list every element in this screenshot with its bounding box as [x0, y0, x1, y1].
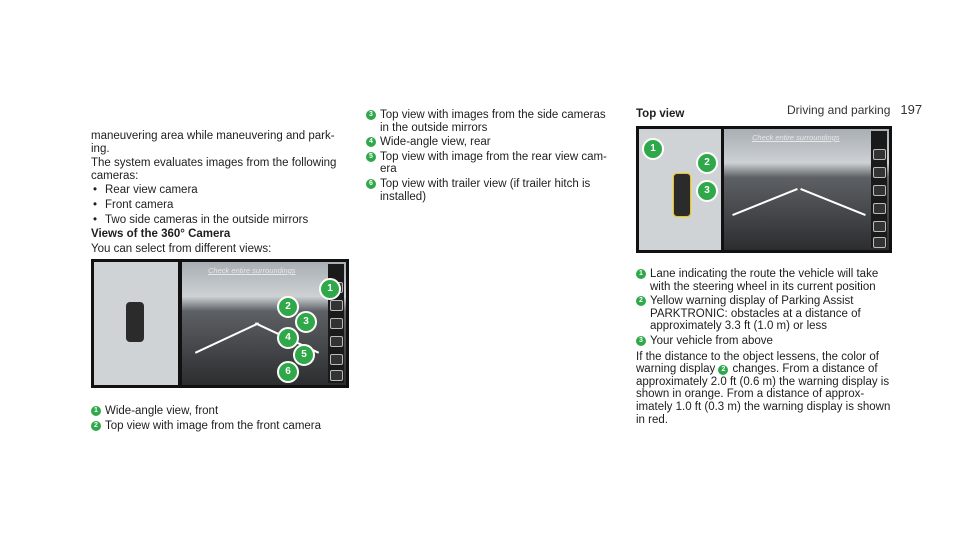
vehicle-top: [126, 302, 144, 342]
page-number: 197: [900, 102, 923, 117]
figure2-legend: [636, 267, 898, 428]
guide-line: [800, 188, 866, 216]
legend-item: 1 Wide-angle view, front: [91, 405, 349, 418]
legend-item: 1 Lane indicating the route the vehicle will take with the steering wheel in its current position: [636, 268, 898, 293]
view-icon[interactable]: [873, 149, 886, 160]
view-icon[interactable]: [873, 221, 886, 232]
top-view-panel: [94, 262, 178, 385]
section-heading: Top view: [636, 108, 685, 120]
callout-5: 5: [293, 344, 315, 366]
callout-1: 1: [642, 138, 664, 160]
guide-line: [195, 322, 259, 353]
column-middle: [366, 108, 616, 205]
column-left: [91, 130, 346, 257]
camera-image: [724, 129, 889, 250]
view-icon[interactable]: [330, 300, 343, 311]
section-title: Driving and parking: [787, 103, 891, 117]
warning-text: Check entire surroundings: [208, 266, 296, 275]
paragraph: If the distance to the object lessens, the color of warning display 2 changes. From a distance of approximately 2.0 ft (0.6 m) the warning display is shown in orange. From a distance of approx-imately 1.0 ft (0.3 m) the warning display is shown in red.: [636, 350, 891, 426]
legend-item: 3 Your vehicle from above: [636, 335, 898, 348]
legend-item: 2 Top view with image from the front camera: [91, 420, 349, 433]
list-item: • Rear view camera: [91, 184, 346, 197]
paragraph: maneuvering area while maneuvering and park-ing.: [91, 130, 335, 155]
callout-3: 3: [295, 311, 317, 333]
legend-item: 3 Top view with images from the side cameras in the outside mirrors: [366, 109, 616, 134]
camera-figure-top-view: [636, 126, 892, 253]
camera-figure-views: [91, 259, 349, 388]
callout-2: 2: [696, 152, 718, 174]
paragraph: You can select from different views:: [91, 242, 272, 255]
legend-item: 5 Top view with image from the rear view cam-era: [366, 151, 616, 176]
callout-2: 2: [277, 296, 299, 318]
callout-4: 4: [277, 327, 299, 349]
guide-line: [732, 188, 798, 216]
list-item: • Front camera: [91, 199, 346, 212]
view-icon[interactable]: [873, 185, 886, 196]
view-icon[interactable]: [873, 167, 886, 178]
legend-item: 6 Top view with trailer view (if trailer hitch is installed): [366, 178, 616, 203]
view-selector-strip: [871, 131, 887, 248]
list-item: • Two side cameras in the outside mirrors: [91, 214, 346, 227]
view-icon[interactable]: [873, 203, 886, 214]
paragraph: The system evaluates images from the following cameras:: [91, 157, 337, 182]
view-icon[interactable]: [330, 318, 343, 329]
view-icon[interactable]: [330, 354, 343, 365]
view-icon[interactable]: [330, 336, 343, 347]
section-heading: Views of the 360° Camera: [91, 228, 231, 241]
column-right: [636, 108, 894, 123]
inline-callout: 2: [718, 365, 728, 375]
figure1-legend: [91, 404, 349, 434]
warning-text: Check entire surroundings: [752, 133, 840, 142]
callout-6: 6: [277, 361, 299, 383]
callout-1: 1: [319, 278, 341, 300]
callout-3: 3: [696, 180, 718, 202]
legend-item: 4 Wide-angle view, rear: [366, 136, 616, 149]
vehicle-top: [673, 173, 691, 217]
view-icon[interactable]: [330, 370, 343, 381]
view-icon[interactable]: [873, 237, 886, 248]
legend-item: 2 Yellow warning display of Parking Assist PARKTRONIC: obstacles at a distance of approximately 3.3 ft (1.0 m) or less: [636, 295, 898, 333]
